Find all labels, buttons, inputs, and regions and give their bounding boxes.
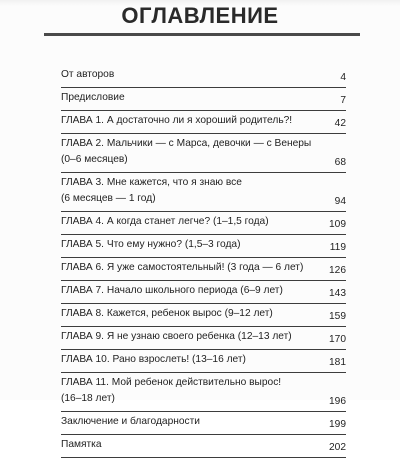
toc-entry-title: Предисловие xyxy=(61,92,125,103)
toc-page-number: 196 xyxy=(329,396,346,407)
toc-entry-title: ГЛАВА 6. Я уже самостоятельный! (3 года — 6 лет) xyxy=(61,262,304,273)
toc-page-number: 109 xyxy=(329,219,346,230)
toc-entry-title: Заключение и благодарности xyxy=(61,416,200,427)
toc-entry-chapter-4[interactable] xyxy=(61,212,346,235)
toc-entry-authors[interactable] xyxy=(61,65,346,88)
toc-entry-title: ГЛАВА 5. Что ему нужно? (1,5–3 года) xyxy=(61,239,241,250)
toc-entry-subtitle: (6 месяцев — 1 год) xyxy=(61,193,156,204)
toc-entry-subtitle: (0–6 месяцев) xyxy=(61,154,128,165)
toc-page-number: 42 xyxy=(334,118,346,129)
table-of-contents xyxy=(61,65,346,458)
toc-page-number: 159 xyxy=(329,311,346,322)
toc-entry-title: ГЛАВА 1. А достаточно ли я хороший родитель?! xyxy=(61,115,293,126)
toc-entry-chapter-6[interactable] xyxy=(61,258,346,281)
toc-entry-title: ГЛАВА 2. Мальчики — с Марса, девочки — с Венеры xyxy=(61,138,312,149)
toc-page-number: 202 xyxy=(329,442,346,453)
toc-entry-preface[interactable] xyxy=(61,88,346,111)
toc-page-number: 4 xyxy=(340,72,346,83)
toc-entry-title: ГЛАВА 4. А когда станет легче? (1–1,5 года) xyxy=(61,216,269,227)
toc-entry-chapter-5[interactable] xyxy=(61,235,346,258)
toc-entry-title: ГЛАВА 3. Мне кажется, что я знаю все xyxy=(61,177,242,188)
toc-entry-chapter-7[interactable] xyxy=(61,281,346,304)
toc-entry-chapter-8[interactable] xyxy=(61,304,346,327)
toc-entry-title: ГЛАВА 10. Рано взрослеть! (13–16 лет) xyxy=(61,354,246,365)
toc-page-number: 199 xyxy=(329,419,346,430)
page-title: ОГЛАВЛЕНИЕ xyxy=(121,3,279,28)
toc-entry-subtitle: (16–18 лет) xyxy=(61,393,115,404)
toc-entry-chapter-3[interactable] xyxy=(61,173,346,212)
toc-entry-title: ГЛАВА 8. Кажется, ребенок вырос (9–12 лет) xyxy=(61,308,273,319)
toc-entry-chapter-1[interactable] xyxy=(61,111,346,134)
toc-page-number: 7 xyxy=(340,95,346,106)
toc-entry-chapter-2[interactable] xyxy=(61,134,346,173)
toc-page-number: 94 xyxy=(334,196,346,207)
toc-entry-chapter-10[interactable] xyxy=(61,350,346,373)
toc-entry-title: ГЛАВА 11. Мой ребенок действительно вырос! xyxy=(61,377,282,388)
toc-entry-chapter-9[interactable] xyxy=(61,327,346,350)
toc-page-number: 119 xyxy=(329,242,346,253)
toc-entry-title: ГЛАВА 7. Начало школьного периода (6–9 лет) xyxy=(61,285,283,296)
toc-page-number: 181 xyxy=(329,357,346,368)
toc-entry-title: ГЛАВА 9. Я не узнаю своего ребенка (12–13 лет) xyxy=(61,331,292,342)
toc-page-number: 170 xyxy=(329,334,346,345)
toc-page-number: 68 xyxy=(334,157,346,168)
toc-entry-conclusion[interactable] xyxy=(61,412,346,435)
toc-page-number: 126 xyxy=(329,265,346,276)
toc-entry-chapter-11[interactable] xyxy=(61,373,346,412)
title-underline xyxy=(44,33,360,36)
toc-entry-title: Памятка xyxy=(61,439,102,450)
toc-page-number: 143 xyxy=(329,288,346,299)
toc-entry-memo[interactable] xyxy=(61,435,346,458)
toc-entry-title: От авторов xyxy=(61,69,115,80)
